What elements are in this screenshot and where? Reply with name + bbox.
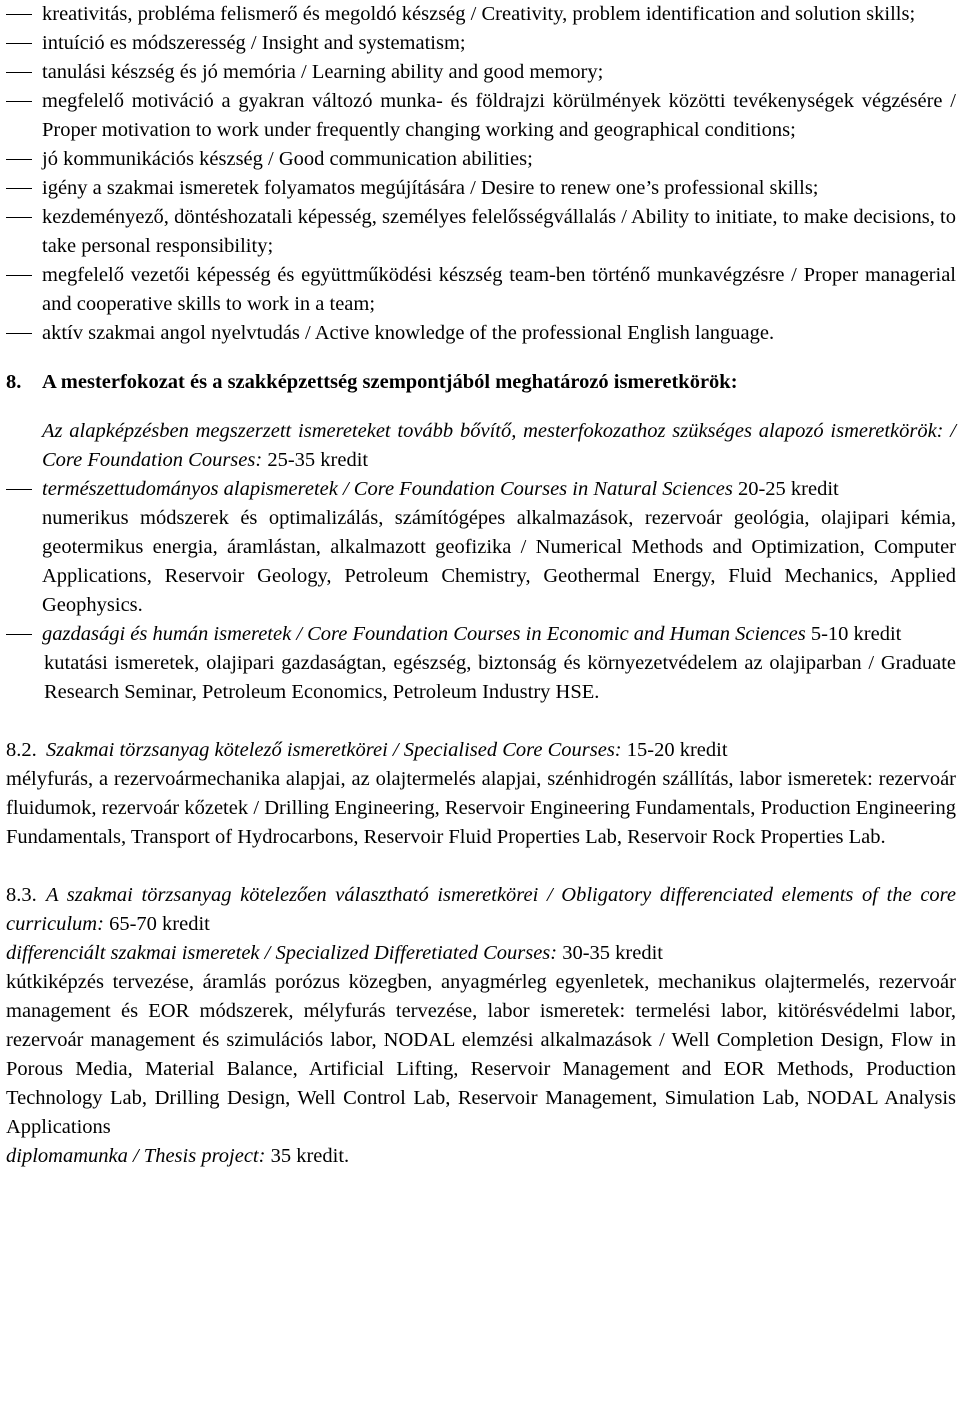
skills-list [6,0,956,348]
list-item: gazdasági és humán ismeretek / Core Foundation Courses in Economic and Human Sciences 5-10 kredit [42,623,902,645]
section-8-2-heading: 8.2. Szakmai törzsanyag kötelező ismeretkörei / Specialised Core Courses: 15-20 kredit [6,739,728,761]
section-8-3-heading: 8.3. A szakmai törzsanyag kötelezően választható ismeretkörei / Obligatory differenciated elements of the core curriculum: 65-70 kredit [6,884,956,935]
list-item: jó kommunikációs készség / Good communication abilities; [42,148,533,170]
specialised-core-courses: mélyfurás, a rezervoármechanika alapjai, az olajtermelés alapjai, szénhidrogén szállítás, labor ismeretek: rezervoár fluidumok, rezervoár kőzetek / Drilling Engineering, Reservoir Engineering Fundamentals, Production Engineering Fundamentals, Transport of Hydrocarbons, Reservoir Fluid Properties Lab, Reservoir Rock Properties Lab. [6,768,956,848]
thesis-project: diplomamunka / Thesis project: 35 kredit. [6,1145,350,1167]
section-8-2 [6,736,956,852]
list-item: természettudományos alapismeretek / Core Foundation Courses in Natural Sciences 20-25 kredit [42,478,839,500]
list-item: tanulási készség és jó memória / Learning ability and good memory; [42,61,604,83]
section-8-1 [6,417,956,707]
section-8-3 [6,881,956,1171]
list-item: aktív szakmai angol nyelvtudás / Active knowledge of the professional English language. [42,322,775,344]
section-8-heading: 8. A mesterfokozat és a szakképzettség szempontjából meghatározó ismeretkörök: [6,371,738,393]
section-8-1-heading: Az alapképzésben megszerzett ismereteket tovább bővítő, mesterfokozathoz szükséges alapozó ismeretkörök: / Core Foundation Courses: 25-35 kredit [42,420,956,471]
list-item: igény a szakmai ismeretek folyamatos megújítására / Desire to renew one’s professional skills; [42,177,819,199]
differentiated-courses-heading: differenciált szakmai ismeretek / Specialized Differetiated Courses: 30-35 kredit [6,942,664,964]
natural-sciences-courses: numerikus módszerek és optimalizálás, számítógépes alkalmazások, rezervoár geológia, olajipari kémia, geotermikus energia, áramlástan, alkalmazott geofizika / Numerical Methods and Optimization, Computer Applications, Reservoir Geology, Petroleum Chemistry, Geothermal Energy, Fluid Mechanics, Applied Geophysics. [42,507,956,616]
differentiated-courses-list: kútkiképzés tervezése, áramlás porózus közegben, anyagmérleg egyenletek, mechanikus olajtermelés, rezervoár management és EOR módszerek, mélyfurás tervezése, labor ismeretek: termelési labor, kitörésvédelmi labor, rezervoár management és szimulációs labor, NODAL elemzési alkalmazások / Well Completion Design, Flow in Porous Media, Material Balance, Artificial Lifting, Reservoir Management and EOR Methods, Production Technology Lab, Drilling Design, Well Control Lab, Reservoir Management, Simulation Lab, NODAL Analysis Applications [6,971,956,1138]
list-item: megfelelő vezetői képesség és együttműködési készség team-ben történő munkavégzésre / Proper managerial and cooperative skills to work in a team; [42,264,956,315]
list-item: megfelelő motiváció a gyakran változó munka- és földrajzi körülmények közötti tevékenységek végzésére / Proper motivation to work under frequently changing working and geographical conditions; [42,90,956,141]
economic-human-courses: kutatási ismeretek, olajipari gazdaságtan, egészség, biztonság és környezetvédelem az olajiparban / Graduate Research Seminar, Petroleum Economics, Petroleum Industry HSE. [44,652,956,703]
list-item: kezdeményező, döntéshozatali képesség, személyes felelősségvállalás / Ability to initiate, to make decisions, to take personal responsibility; [42,206,956,257]
document-page [6,0,956,1171]
list-item: kreativitás, probléma felismerő és megoldó készség / Creativity, problem identification and solution skills; [42,3,916,25]
list-item: intuíció es módszeresség / Insight and systematism; [42,32,466,54]
